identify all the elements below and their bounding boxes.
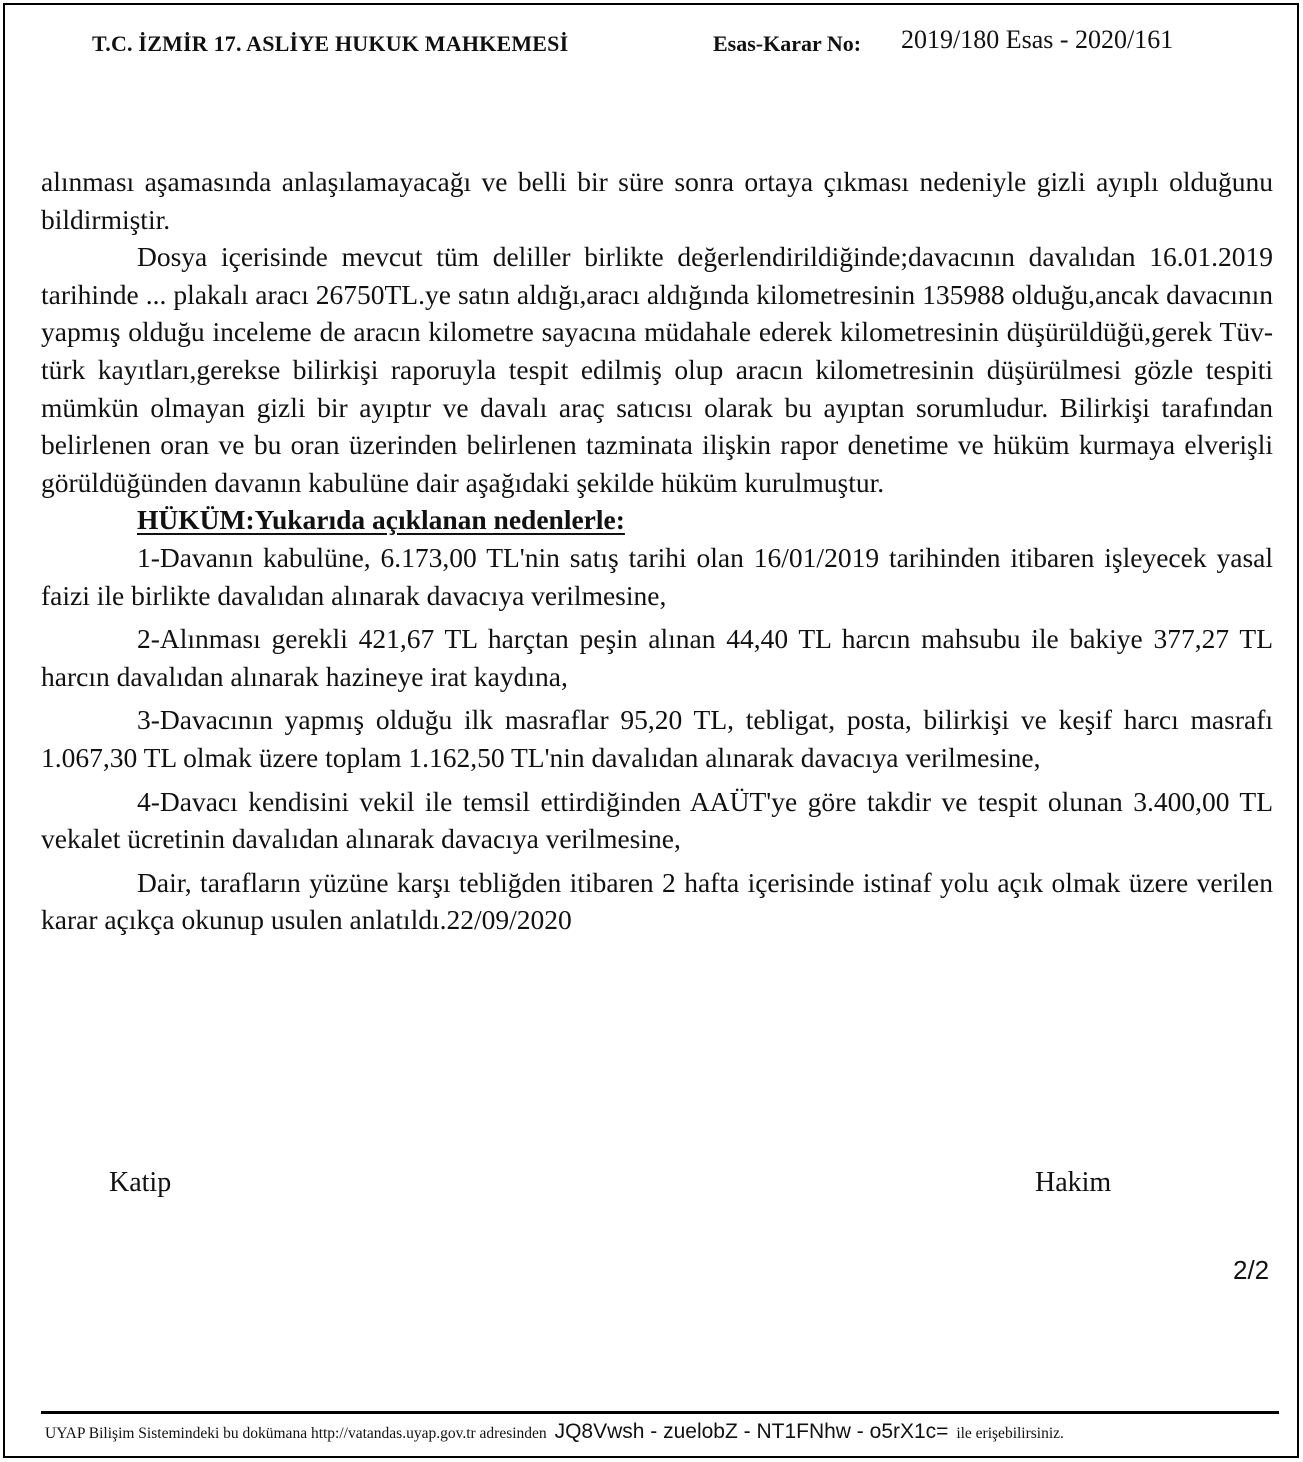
hukum-heading: HÜKÜM:Yukarıda açıklanan nedenlerle:: [137, 504, 625, 536]
verdict-item-3: 3-Davacının yapmış olduğu ilk masraflar 95,20 TL, tebligat, posta, bilirkişi ve keşif harcı masrafı 1.067,30 TL olmak üzere toplam 1.162,50 TL'nin davalıdan alınarak davacıya verilmesine,: [41, 704, 1273, 773]
case-number-label: Esas-Karar No:: [713, 31, 862, 56]
verdict-item-2: 2-Alınması gerekli 421,67 TL harçtan peşin alınan 44,40 TL harcın mahsubu ile bakiye 377,27 TL harcın davalıdan alınarak hazineye irat kaydına,: [41, 623, 1273, 692]
footer-suffix: ile erişebilirsiniz.: [956, 1425, 1064, 1442]
footer-divider: [41, 1411, 1279, 1414]
footer-prefix: UYAP Bilişim Sistemindeki bu dokümana http://vatandas.uyap.gov.tr adresinden: [45, 1425, 547, 1442]
clerk-signature-label: Katip: [109, 1167, 172, 1198]
page-number: 2/2: [1233, 1255, 1270, 1285]
paragraph-evaluation: Dosya içerisinde mevcut tüm deliller birlikte değerlendirildiğinde;davacının davalıdan 16.01.2019 tarihinde ... plakalı aracı 26750TL.ye satın aldığı,aracı aldığında kilometresinin 135988 olduğu,ancak davacının yapmış olduğu inceleme de aracın kilometre sayacına müdahale ederek kilometresinin düşürüldüğü,gerek Tüv-türk kayıtları,gerekse bilirkişi raporuyla tespit edilmiş olup aracın kilometresinin düşürülmesi gözle tespiti mümkün olmayan gizli bir ayıptır ve davalı araç satıcısı olarak bu ayıptan sorumludur. Bilirkişi tarafından belirlenen oran ve bu oran üzerinden belirlenen tazminata ilişkin rapor denetime ve hüküm kurmaya elverişli görüldüğünden davanın kabulüne dair aşağıdaki şekilde hüküm kurulmuştur.: [41, 241, 1273, 498]
court-name: T.C. İZMİR 17. ASLİYE HUKUK MAHKEMESİ: [92, 31, 569, 56]
document-footer: [45, 1420, 1285, 1444]
closing-paragraph: Dair, tarafların yüzüne karşı tebliğden itibaren 2 hafta içerisinde istinaf yolu açık olmak üzere verilen karar açıkça okunup usulen anlatıldı.22/09/2020: [41, 866, 1273, 936]
paragraph-continuation: alınması aşamasında anlaşılamayacağı ve belli bir süre sonra ortaya çıkması nedeniyle gizli ayıplı olduğunu bildirmiştir.: [41, 166, 1273, 235]
document-header: [5, 23, 1297, 63]
verdict-item-4: 4-Davacı kendisini vekil ile temsil ettirdiğinden AAÜT'ye göre takdir ve tespit olunan 3.400,00 TL vekalet ücretinin davalıdan alınarak davacıya verilmesine,: [41, 785, 1273, 855]
decision-body: [41, 163, 1273, 939]
document-page: [3, 3, 1299, 1458]
access-code: JQ8Vwsh - zuelobZ - NT1FNhw - o5rX1c=: [554, 1420, 949, 1443]
case-number: 2019/180 Esas - 2020/161: [901, 25, 1174, 54]
verdict-item-1: 1-Davanın kabulüne, 6.173,00 TL'nin satış tarihi olan 16/01/2019 tarihinden itibaren işleyecek yasal faizi ile birlikte davalıdan alınarak davacıya verilmesine,: [41, 541, 1273, 611]
judge-signature-label: Hakim: [1035, 1167, 1112, 1198]
hukum-heading-line: [41, 501, 1273, 539]
